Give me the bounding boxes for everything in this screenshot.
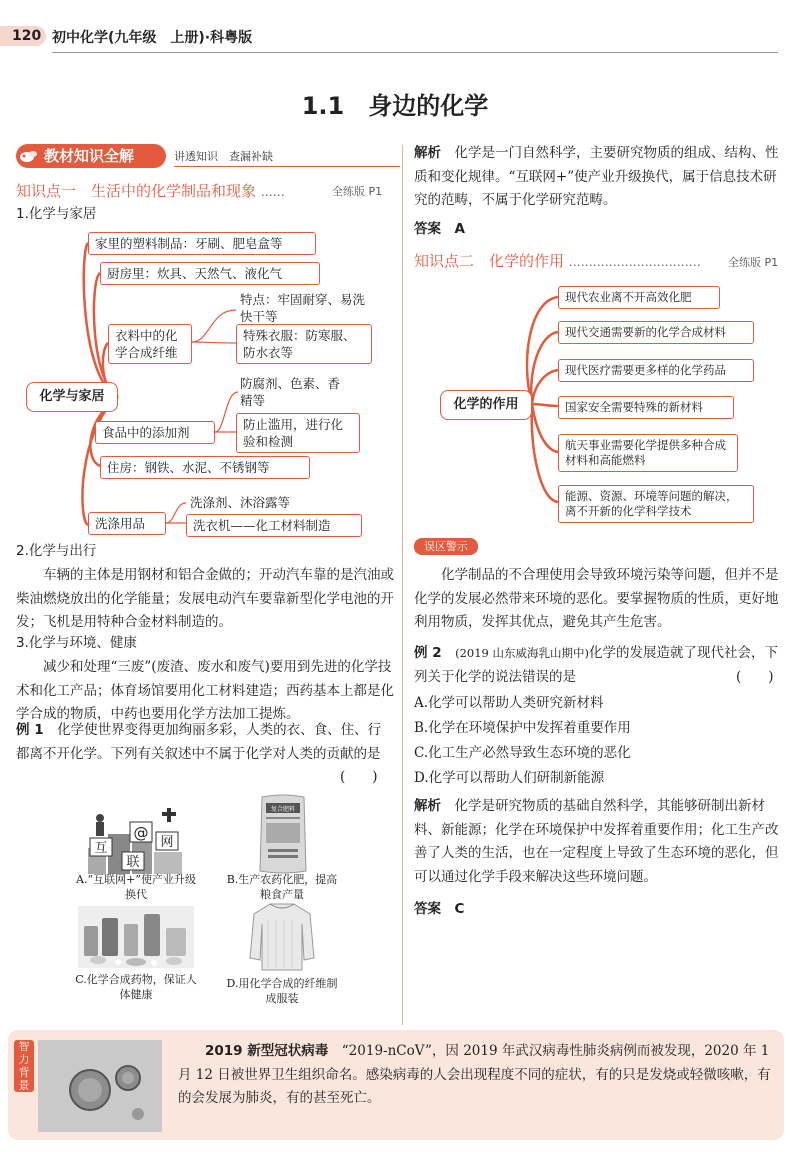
caption-b: B.生产农药化肥，提高粮食产量: [226, 873, 338, 901]
analysis-1: 解析 化学是一门自然科学，主要研究物质的组成、结构、性质和变化规律。“互联网+”使产业升级换代，属于信息技术研究的范畴，不属于化学研究范畴。: [414, 145, 779, 208]
option-d: D.化学可以帮助人们研制新能源: [414, 770, 605, 786]
mind1-kitchen: 厨房里：炊具、天然气、液化气: [100, 262, 320, 285]
example-1-blank: ( ): [340, 769, 378, 785]
mind2-transport: 现代交通需要新的化学合成材料: [558, 321, 754, 344]
kp2-title: 知识点二 化学的作用 ……………………………: [414, 252, 701, 270]
warning-tag: 误区警示: [414, 538, 478, 555]
img-a-char-3: 网: [160, 835, 174, 850]
mind1-prevent: 防止滥用，进行化验和检测: [236, 413, 360, 453]
mind1-special: 特殊衣服：防寒服、防水衣等: [236, 324, 372, 364]
mind2-security: 国家安全需要特殊的新材料: [558, 396, 734, 419]
option-c: C.化工生产必然导致生态环境的恶化: [414, 745, 631, 761]
s3-heading: 3.化学与环境、健康: [16, 635, 137, 651]
mind1-clothing: 衣料中的化学合成纤维: [108, 324, 192, 364]
kp1-title: 知识点一 生活中的化学制品和现象 ……: [16, 182, 285, 200]
mind1-food: 食品中的添加剂: [95, 421, 215, 444]
virus-image: [38, 1040, 162, 1132]
warning-text: 化学制品的不合理使用会导致环境污染等问题，但并不是化学的发展必然带来环境的恶化。要掌握物质的性质，更好地利用物质，发挥其优点，避免其产生危害。: [414, 567, 779, 630]
s1-heading: 1.化学与家居: [16, 206, 97, 222]
img-a-char-1: 互: [94, 841, 108, 856]
mind1-additives: 防腐剂、色素、香精等: [240, 376, 341, 408]
option-a: A.化学可以帮助人类研究新材料: [414, 695, 604, 711]
s2-heading: 2.化学与出行: [16, 543, 97, 559]
mind2-agriculture: 现代农业离不开高效化肥: [558, 286, 720, 309]
banner-title: 教材知识全解: [16, 144, 166, 168]
s3-text: 减少和处理“三废”(废渣、废水和废气)要用到先进的化学技术和化工产品；体育场馆要用化工材料建造；西药基本上都是化学合成的物质，中药也要用化学方法加工提炼。: [16, 659, 394, 722]
knowledge-tag: 智力背景: [14, 1040, 34, 1092]
example-1: 例 1 化学使世界变得更加绚丽多彩，人类的衣、食、住、行都离不开化学。下列有关叙述中不属于化学对人类的贡献的是: [16, 722, 382, 762]
mind1-cleaning: 洗涤用品: [88, 512, 166, 535]
mind1-feature: 特点：牢固耐穿、易洗快干等: [240, 292, 366, 324]
banner-subtitle: 讲透知识 查漏补缺: [174, 150, 273, 163]
mind2-center: 化学的作用: [440, 390, 532, 420]
example-2-blank: ( ): [736, 669, 774, 685]
mind1-plastic: 家里的塑料制品：牙刷、肥皂盒等: [88, 232, 316, 255]
book-title: 初中化学(九年级 上册)·科粤版: [52, 30, 253, 46]
img-a-char-2: 联: [126, 855, 140, 870]
analysis-2: 解析 化学是研究物质的基础自然科学，其能够研制出新材料、新能源；化学在环境保护中发挥着重要作用；化工生产改善了人类的生活，也在一定程度上导致了生态环境的恶化，但可以通过化学手段来解决这些环境问题。: [414, 798, 779, 885]
mind1-detergent: 洗涤剂、沐浴露等: [190, 495, 291, 510]
caption-a: A.“互联网+”使产业升级换代: [76, 873, 196, 901]
page-number: 120: [0, 26, 46, 46]
kp1-ref: 全练版 P1: [332, 185, 383, 198]
mind1-center: 化学与家居: [26, 382, 118, 412]
knowledge-text: 2019 新型冠状病毒 “2019-nCoV”，因 2019 年武汉病毒性肺炎病例而被发现，2020 年 1 月 12 日被世界卫生组织命名。感染病毒的人会出现程度不同的症状，有的只是发烧或轻微咳嗽，有的会发展为肺炎，有的甚至死亡。: [178, 1043, 771, 1106]
caption-d: D.用化学合成的纤维制成服装: [226, 977, 338, 1005]
mind1-washer: 洗衣机——化工材料制造: [186, 514, 362, 537]
option-b: B.化学在环境保护中发挥着重要作用: [414, 720, 631, 736]
answer-2: 答案 C: [414, 901, 465, 917]
img-b-label: 复合肥料: [270, 806, 296, 813]
example-2: 例 2 (2019 山东威海乳山期中)化学的发展造就了现代社会，下列关于化学的说法错误的是: [414, 645, 778, 685]
mind2-aerospace: 航天事业需要化学提供多种合成材料和高能燃料: [558, 434, 738, 472]
caption-c: C.化学合成药物，保证人体健康: [75, 973, 197, 1001]
mind2-energy: 能源、资源、环境等问题的解决，离不开新的化学科学技术: [558, 485, 754, 523]
kp2-ref: 全练版 P1: [728, 256, 779, 269]
mind1-housing: 住房：钢铁、水泥、不锈钢等: [100, 456, 310, 479]
mind2-medical: 现代医疗需要更多样的化学药品: [558, 359, 754, 382]
s2-text: 车辆的主体是用钢材和铝合金做的；开动汽车靠的是汽油或柴油燃烧放出的化学能量；发展电动汽车要靠新型化学电池的开发；飞机是用特种合金材料制造的。: [16, 567, 394, 630]
answer-1: 答案 A: [414, 221, 465, 237]
img-a-at: @: [133, 824, 149, 842]
section-title: 1.1 身边的化学: [301, 92, 489, 120]
